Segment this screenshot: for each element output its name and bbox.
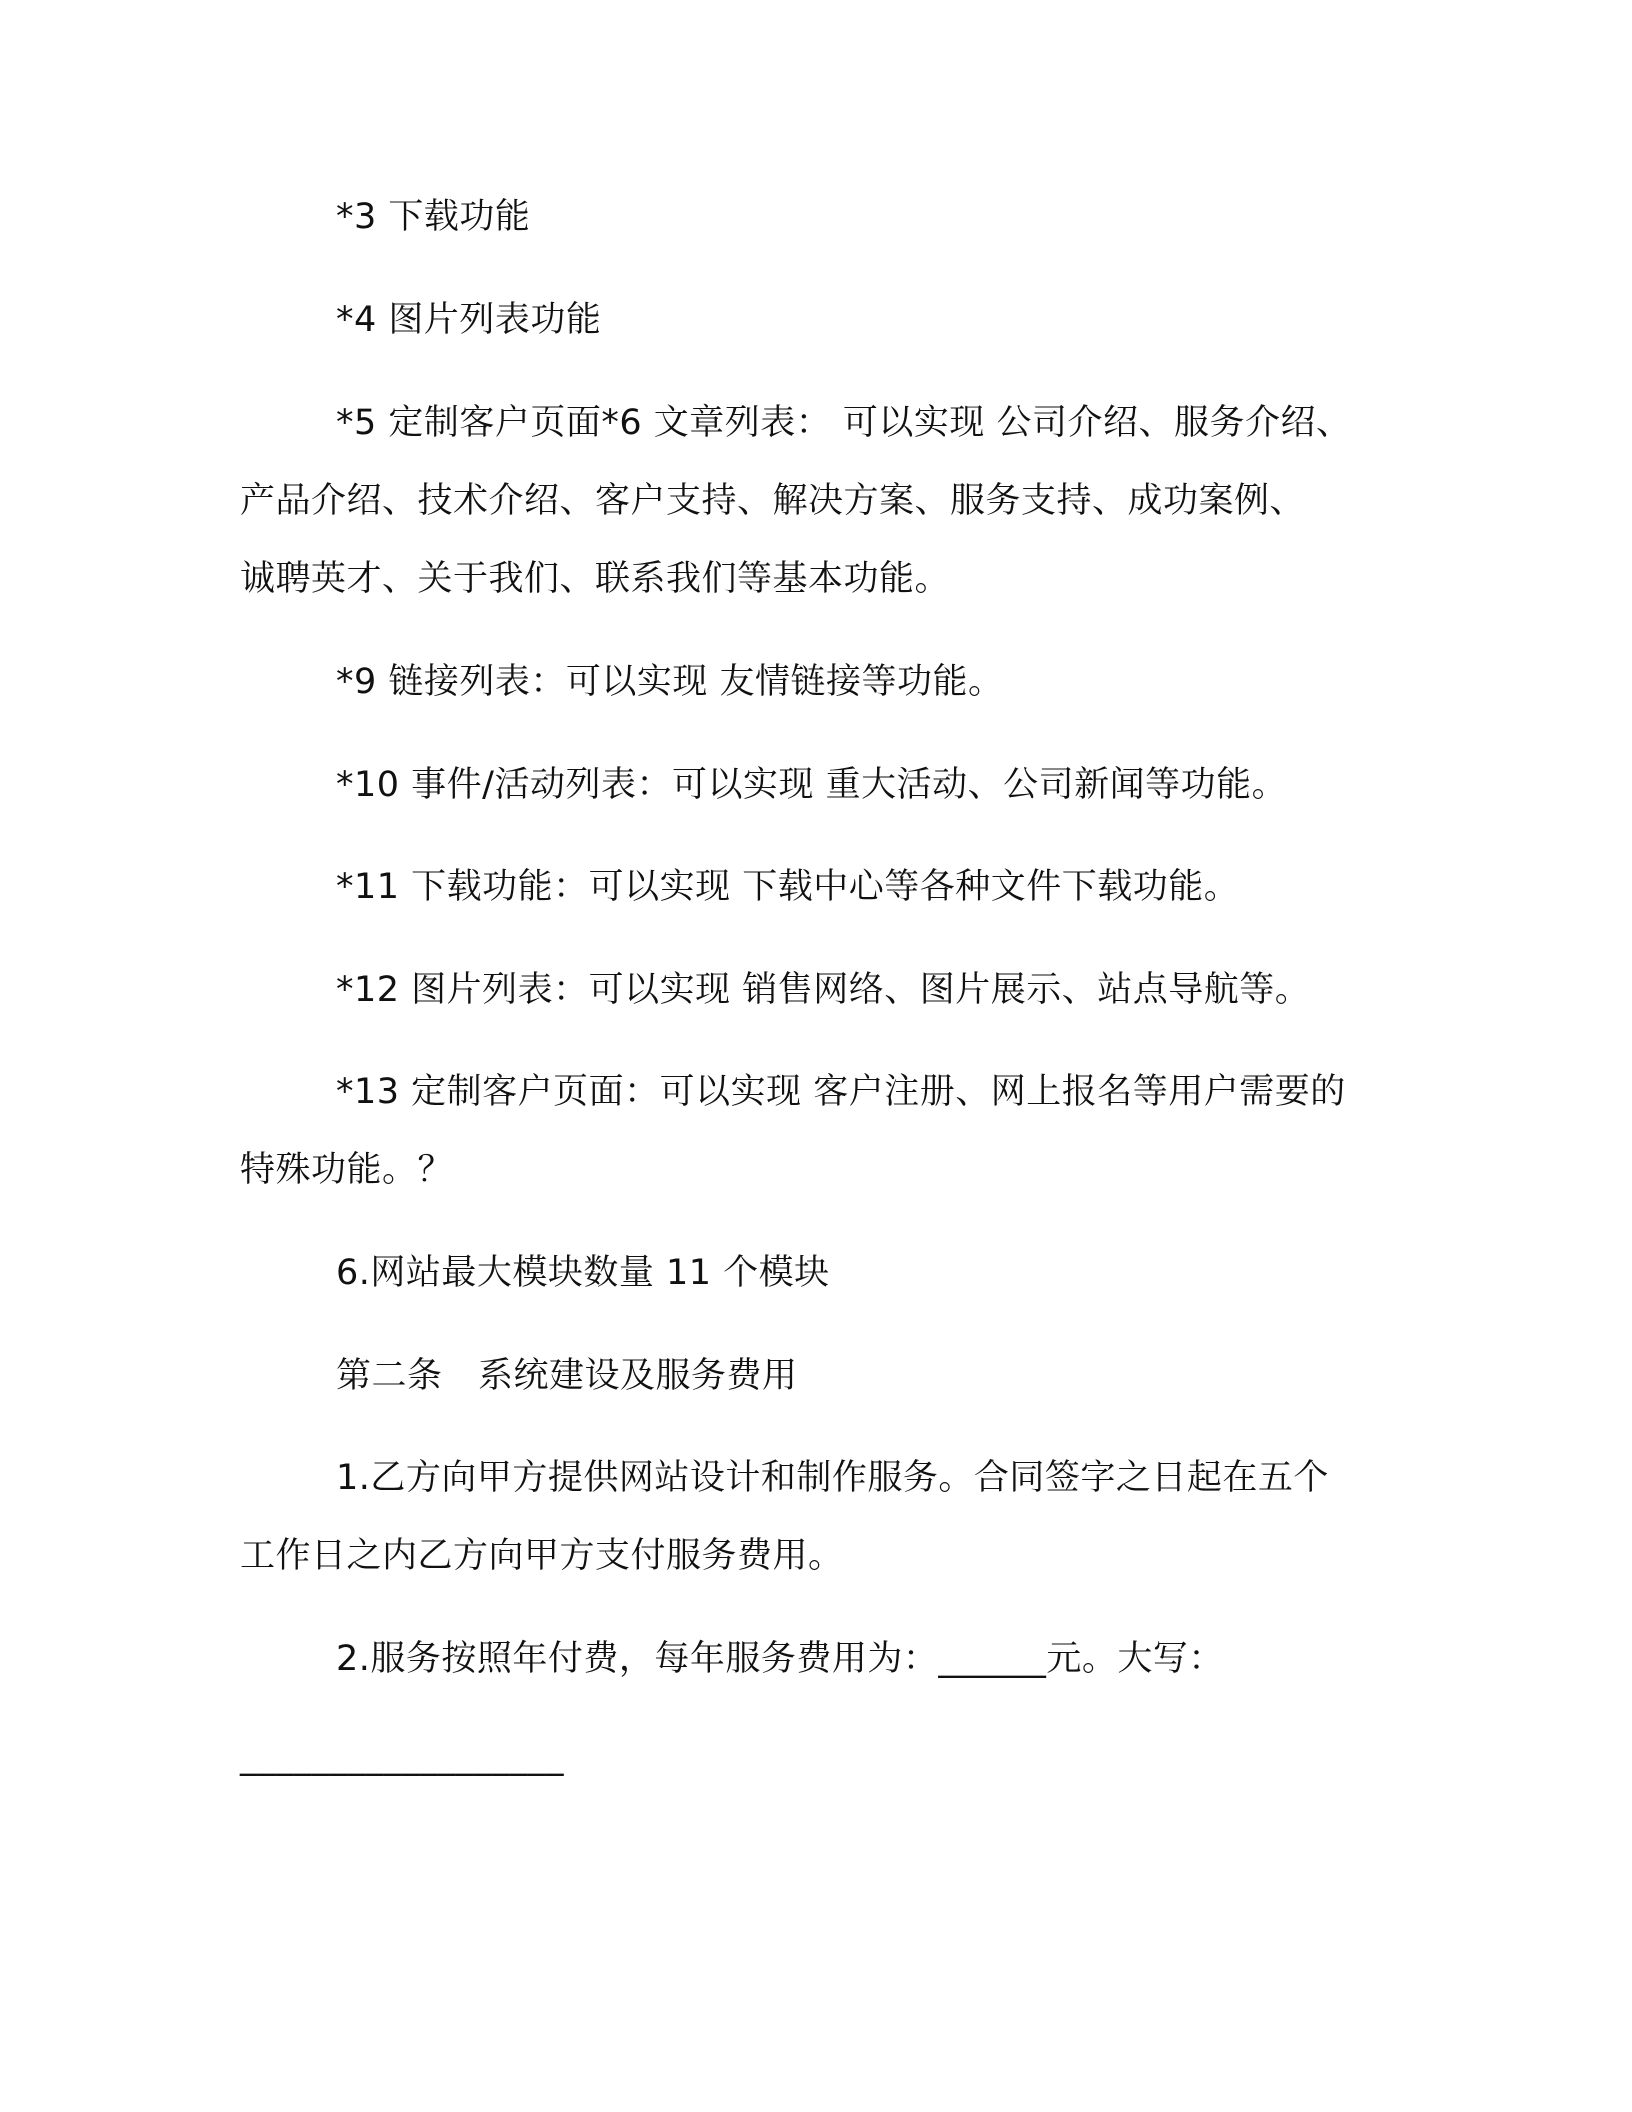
- section-heading: 第二条 系统建设及服务费用: [336, 1356, 798, 1396]
- feature-item-10: *10 事件/活动列表：可以实现 重大活动、公司新闻等功能。: [336, 765, 1288, 805]
- feature-item-5-6: *5 定制客户页面*6 文章列表： 可以实现 公司介绍、服务介绍、: [336, 403, 1352, 443]
- feature-item-11: *11 下载功能：可以实现 下载中心等各种文件下载功能。: [336, 867, 1240, 907]
- feature-item-12: *12 图片列表：可以实现 销售网络、图片展示、站点导航等。: [336, 970, 1311, 1010]
- feature-item-4: *4 图片列表功能: [336, 300, 602, 340]
- feature-item-13: *13 定制客户页面：可以实现 客户注册、网上报名等用户需要的: [336, 1072, 1346, 1112]
- feature-item-9: *9 链接列表：可以实现 友情链接等功能。: [336, 662, 1004, 702]
- clause-2: 2.服务按照年付费，每年服务费用为：______元。大写：: [336, 1639, 1224, 1679]
- blank-underline: __________________: [240, 1737, 564, 1777]
- paragraph-continuation: 特殊功能。？: [240, 1150, 454, 1190]
- feature-item-3: *3 下载功能: [336, 197, 531, 237]
- paragraph-continuation: 产品介绍、技术介绍、客户支持、解决方案、服务支持、成功案例、: [240, 481, 1306, 521]
- paragraph-continuation: 诚聘英才、关于我们、联系我们等基本功能。: [240, 559, 951, 599]
- paragraph-continuation: 工作日之内乙方向甲方支付服务费用。: [240, 1536, 844, 1576]
- clause-1: 1.乙方向甲方提供网站设计和制作服务。合同签字之日起在五个: [336, 1458, 1329, 1498]
- module-count: 6.网站最大模块数量 11 个模块: [336, 1253, 830, 1293]
